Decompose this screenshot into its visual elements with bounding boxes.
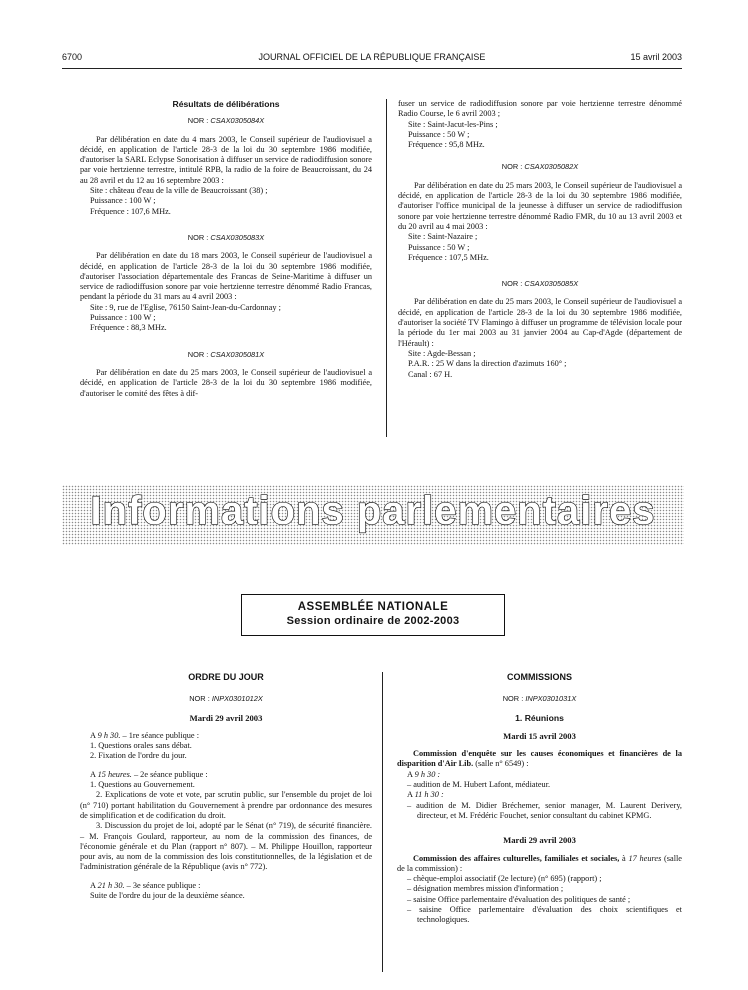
- nor-reference: NOR : CSAX0305084X: [187, 116, 265, 126]
- agenda-item: – audition de M. Hubert Lafont, médiateur.: [407, 780, 551, 790]
- ordre-du-jour-title: ORDRE DU JOUR: [188, 672, 264, 682]
- ordre-du-jour-column: [80, 672, 372, 901]
- deliberation-text: fuser un service de radiodiffusion sonore par voie hertzienne terrestre dénommé Radio Course, le 6 avril 2003 ;: [398, 99, 682, 119]
- site-line: Site : Agde-Bessan ;: [408, 348, 476, 358]
- par-line: P.A.R. : 25 W dans la direction d'azimuts 160° ;: [408, 359, 567, 369]
- section-heading: 1. Réunions: [515, 712, 564, 723]
- nor-reference: NOR : CSAX0305085X: [501, 279, 579, 289]
- frequency-line: Fréquence : 107,5 MHz.: [408, 252, 489, 262]
- meeting-date: Mardi 15 avril 2003: [503, 730, 576, 741]
- assembly-name: ASSEMBLÉE NATIONALE: [297, 601, 449, 613]
- meeting-time: A 9 h 30 :: [407, 769, 441, 779]
- deliberation-text: Par délibération en date du 25 mars 2003, le Conseil supérieur de l'audiovisuel a décidé, en application de l'article 28-3 de la loi du 30 septembre 1986 modifiée, d'autoriser la société TV Flamingo à diffuser un programme de télévision locale pour la période du 1er mai 2003 au 31 janvier 2004 au Cap-d'Agde (département de l'Hérault) :: [398, 297, 682, 348]
- section-title: Résultats de délibérations: [172, 99, 280, 109]
- frequency-line: Fréquence : 88,3 MHz.: [90, 323, 167, 333]
- issue-date: 15 avril 2003: [630, 52, 682, 62]
- agenda-item: 3. Discussion du projet de loi, adopté par le Sénat (n° 719), de sécurité financière. – M. François Goulard, rapporteur, au nom de la commission des finances, de l'économie générale et du Plan (rapport n° 807). – M. Philippe Houillon, rapporteur pour avis, au nom de la commission des lois constitutionnelles, de la législation et de l'administration générale de la République (avis n° 772).: [80, 821, 372, 872]
- nor-reference: NOR : CSAX0305081X: [187, 349, 265, 359]
- agenda-item: – chèque-emploi associatif (2e lecture) (n° 695) (rapport) ;: [407, 874, 602, 884]
- agenda-item: – saisine Office parlementaire d'évaluation des politiques de santé ;: [407, 894, 631, 904]
- deliberation-text: Par délibération en date du 25 mars 2003, le Conseil supérieur de l'audiovisuel a décidé, en application de l'article 28-3 de la loi du 30 septembre 1986 modifiée, d'autoriser le comité des fêtes à dif-: [80, 367, 372, 398]
- nor-reference: NOR : INPX0301012X: [189, 694, 263, 704]
- power-line: Puissance : 50 W ;: [408, 242, 470, 252]
- agenda-item: – audition de M. Didier Bréchemer, senior manager, M. Laurent Derivery, directeur, et M. Frédéric Fouchet, senior consultant du cabinet KPMG.: [407, 800, 682, 820]
- meeting-date: Mardi 29 avril 2003: [503, 835, 576, 846]
- agenda-item: – saisine Office parlementaire d'évaluation des choix scientifiques et technologiques.: [407, 905, 682, 925]
- agenda-item: – désignation membres mission d'information ;: [407, 884, 564, 894]
- nor-reference: NOR : INPX0301031X: [502, 694, 577, 704]
- agenda-item: 1. Questions orales sans débat.: [90, 741, 192, 751]
- nor-reference: NOR : CSAX0305082X: [501, 162, 579, 172]
- site-line: Site : Saint-Jacut-les-Pins ;: [408, 119, 498, 129]
- nor-reference: NOR : CSAX0305083X: [187, 232, 265, 242]
- column-divider: [386, 99, 387, 437]
- informations-parlementaires-banner: [62, 485, 684, 545]
- commissions-column: [397, 672, 682, 926]
- power-line: Puissance : 100 W ;: [90, 196, 156, 206]
- session-date: Mardi 29 avril 2003: [189, 712, 263, 723]
- agenda-item: 1. Questions au Gouvernement.: [90, 780, 195, 790]
- commission-entry: Commission des affaires culturelles, familiales et sociales, à 17 heures (salle de la commission) :: [397, 853, 682, 873]
- journal-title: JOURNAL OFFICIEL DE LA RÉPUBLIQUE FRANÇAISE: [258, 52, 486, 62]
- commission-entry: Commission d'enquête sur les causes économiques et financières de la disparition d'Air Lib. (salle n° 6549) :: [397, 749, 682, 769]
- channel-line: Canal : 67 H.: [408, 369, 453, 379]
- agenda-item: Suite de l'ordre du jour de la deuxième séance.: [90, 891, 245, 901]
- header-rule: [62, 68, 682, 69]
- sitting-heading: A 21 h 30. – 3e séance publique :: [90, 880, 201, 890]
- page-number: 6700: [62, 52, 83, 62]
- frequency-line: Fréquence : 107,6 MHz.: [90, 206, 171, 216]
- deliberations-left-column: [80, 99, 372, 399]
- frequency-line: Fréquence : 95,8 MHz.: [408, 140, 485, 150]
- agenda-item: 2. Fixation de l'ordre du jour.: [90, 751, 187, 761]
- commissions-title: COMMISSIONS: [506, 672, 572, 682]
- deliberation-text: Par délibération en date du 25 mars 2003, le Conseil supérieur de l'audiovisuel a décidé, en application de l'article 28-3 de la loi du 30 septembre 1986 modifiée, d'autoriser l'office municipal de la jeunesse à diffuser un service de radiodiffusion sonore par voie hertzienne terrestre dénommé Radio FMR, du 10 au 13 avril 2003 et du 20 avril au 4 mai 2003 :: [398, 180, 682, 231]
- sitting-heading: A 15 heures. – 2e séance publique :: [90, 769, 208, 779]
- site-line: Site : Saint-Nazaire ;: [408, 232, 478, 242]
- deliberations-right-column: [398, 99, 682, 380]
- power-line: Puissance : 50 W ;: [408, 129, 470, 139]
- site-line: Site : 9, rue de l'Eglise, 76150 Saint-Jean-du-Cardonnay ;: [90, 302, 281, 312]
- site-line: Site : château d'eau de la ville de Beaucroissant (38) ;: [90, 186, 268, 196]
- power-line: Puissance : 100 W ;: [90, 313, 156, 323]
- column-divider: [382, 672, 383, 972]
- assembly-box: [241, 594, 505, 636]
- agenda-item: 2. Explications de vote et vote, par scrutin public, sur l'ensemble du projet de loi (n° 710) portant habilitation du Gouvernement à prendre par ordonnance des mesures de simplification et de codification du droit.: [80, 790, 372, 820]
- deliberation-text: Par délibération en date du 4 mars 2003, le Conseil supérieur de l'audiovisuel a décidé, en application de l'article 28-3 de la loi du 30 septembre 1986 modifiée, d'autoriser la SARL Eclypse Sonorisation à diffuser un service de radiodiffusion sonore par voie hertzienne terrestre, intitulé RPB, la radio de la foire de Beaucroissant, du 24 au 28 avril et du 12 au 16 septembre 2003 :: [80, 134, 372, 185]
- meeting-time: A 11 h 30 :: [407, 790, 444, 800]
- session-title: Session ordinaire de 2002-2003: [286, 615, 460, 627]
- banner-title: Informations parlementaires: [90, 489, 656, 533]
- sitting-heading: A 9 h 30. – 1re séance publique :: [90, 730, 199, 740]
- page-header: [62, 52, 682, 66]
- deliberation-text: Par délibération en date du 18 mars 2003, le Conseil supérieur de l'audiovisuel a décidé, en application de l'article 28-3 de la loi du 30 septembre 1986 modifiée, d'autoriser l'association départementale des Francas de Seine-Maritime à diffuser un service de radiodiffusion sonore par voie hertzienne terrestre dénommé Radio Francas, pendant la période du 31 mars au 4 avril 2003 :: [80, 251, 372, 302]
